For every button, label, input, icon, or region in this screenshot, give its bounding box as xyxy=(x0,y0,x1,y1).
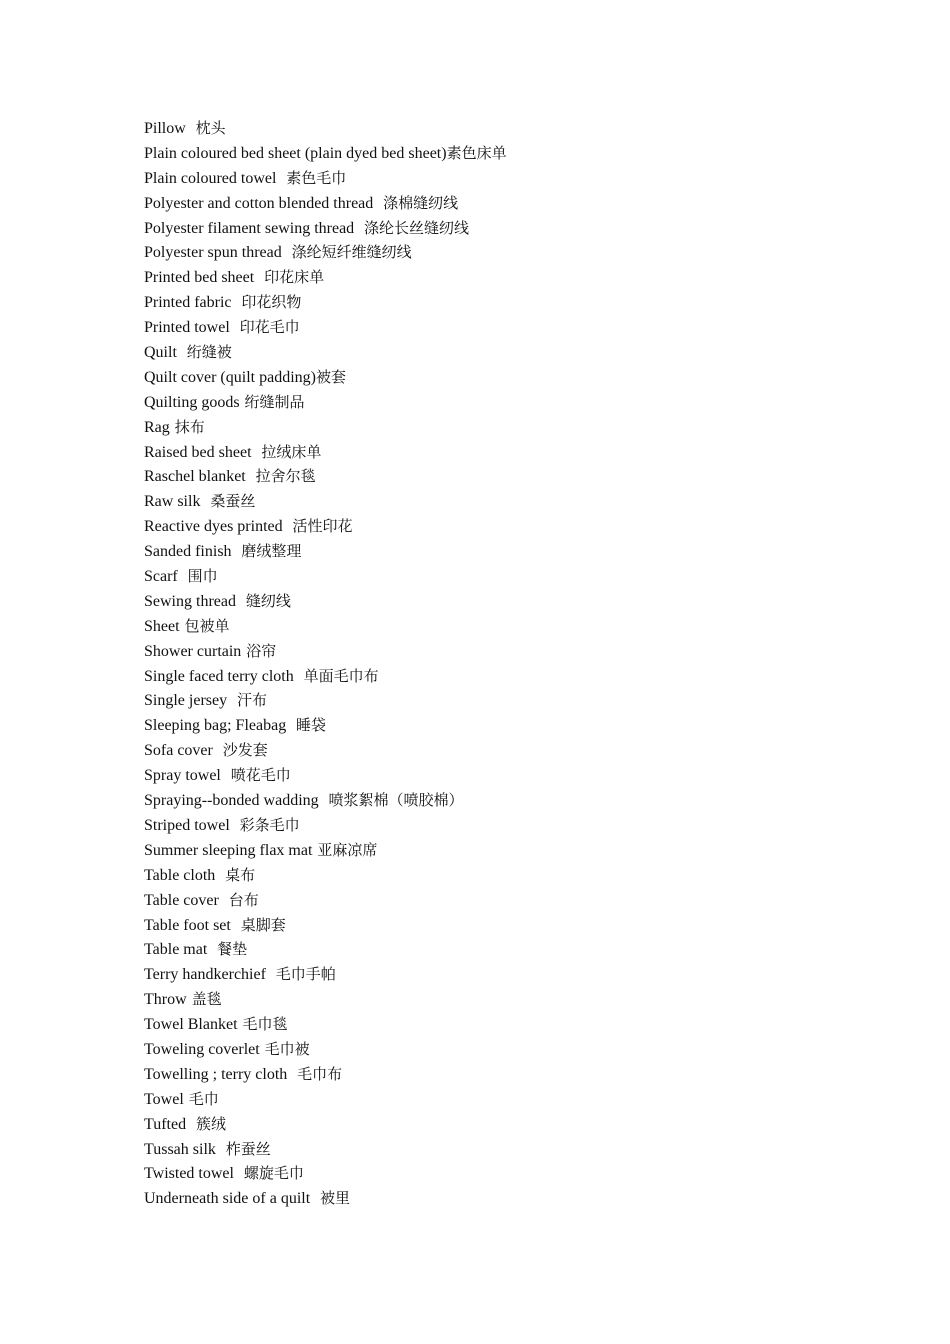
chinese-term: 涤棉缝纫线 xyxy=(383,193,459,212)
glossary-entry xyxy=(144,763,507,788)
english-term: Printed bed sheet xyxy=(144,269,255,287)
glossary-entry xyxy=(144,838,507,863)
english-term: Underneath side of a quilt xyxy=(144,1190,311,1208)
chinese-term: 桑蚕丝 xyxy=(210,492,256,511)
term-separator xyxy=(246,467,256,485)
chinese-term: 磨绒整理 xyxy=(241,542,302,561)
english-term: Polyester and cotton blended thread xyxy=(144,194,374,212)
chinese-term: 簇绒 xyxy=(195,1114,226,1133)
term-separator xyxy=(213,741,223,759)
term-separator xyxy=(254,268,264,286)
chinese-term: 涤纶短纤维缝纫线 xyxy=(291,243,412,262)
term-separator xyxy=(234,1164,244,1182)
chinese-term: 抹布 xyxy=(174,417,205,436)
chinese-term: 绗缝制品 xyxy=(244,392,305,411)
term-separator xyxy=(219,891,229,909)
chinese-term: 印花床单 xyxy=(264,268,325,287)
term-separator xyxy=(276,169,286,187)
chinese-term: 毛巾手帕 xyxy=(275,965,336,984)
chinese-term: 围巾 xyxy=(187,567,218,586)
chinese-term: 素色床单 xyxy=(446,143,507,162)
english-term: Single jersey xyxy=(144,692,228,710)
english-term: Raw silk xyxy=(144,493,201,511)
glossary-entry xyxy=(144,191,507,216)
term-separator xyxy=(236,592,246,610)
chinese-term: 睡袋 xyxy=(296,716,327,735)
term-separator xyxy=(230,318,240,336)
chinese-term: 包被单 xyxy=(184,616,230,635)
chinese-term: 柞蚕丝 xyxy=(225,1139,271,1158)
glossary-entry xyxy=(144,290,507,315)
english-term: Raschel blanket xyxy=(144,468,246,486)
term-separator xyxy=(310,1189,320,1207)
english-term: Printed towel xyxy=(144,319,230,337)
english-term: Sewing thread xyxy=(144,592,236,610)
glossary-entry xyxy=(144,1137,507,1162)
term-separator xyxy=(354,219,364,237)
chinese-term: 桌布 xyxy=(225,865,256,884)
chinese-term: 亚麻凉席 xyxy=(317,840,378,859)
glossary-entry xyxy=(144,688,507,713)
term-separator xyxy=(286,716,296,734)
english-term: Towelling ; terry cloth xyxy=(144,1065,288,1083)
glossary-entry xyxy=(144,1112,507,1137)
term-separator xyxy=(186,119,196,137)
term-separator xyxy=(200,492,210,510)
english-term: Towel xyxy=(144,1090,184,1108)
english-term: Sheet xyxy=(144,617,180,635)
chinese-term: 喷浆絮棉（喷胶棉） xyxy=(328,791,464,810)
term-separator xyxy=(231,916,241,934)
glossary-entry xyxy=(144,116,507,141)
term-separator xyxy=(216,1140,226,1158)
english-term: Summer sleeping flax mat xyxy=(144,841,313,859)
glossary-entry xyxy=(144,863,507,888)
glossary-entry xyxy=(144,1161,507,1186)
chinese-term: 餐垫 xyxy=(217,940,248,959)
glossary-entry xyxy=(144,216,507,241)
english-term: Quilt cover (quilt padding) xyxy=(144,368,316,386)
english-term: Raised bed sheet xyxy=(144,443,252,461)
term-separator xyxy=(282,243,292,261)
chinese-term: 桌脚套 xyxy=(240,915,286,934)
chinese-term: 喷花毛巾 xyxy=(230,766,291,785)
glossary-entry xyxy=(144,937,507,962)
glossary-entry xyxy=(144,913,507,938)
chinese-term: 台布 xyxy=(228,890,259,909)
english-term: Quilting goods xyxy=(144,393,240,411)
english-term: Single faced terry cloth xyxy=(144,667,294,685)
chinese-term: 素色毛巾 xyxy=(286,168,347,187)
glossary-entry xyxy=(144,713,507,738)
chinese-term: 单面毛巾布 xyxy=(303,666,379,685)
english-term: Reactive dyes printed xyxy=(144,518,283,536)
english-term: Plain coloured bed sheet (plain dyed bed sheet) xyxy=(144,144,447,162)
term-separator xyxy=(178,567,188,585)
glossary-entry xyxy=(144,1087,507,1112)
english-term: Table cover xyxy=(144,891,219,909)
chinese-term: 被套 xyxy=(315,367,346,386)
glossary-entry xyxy=(144,813,507,838)
glossary-entry xyxy=(144,390,507,415)
term-separator xyxy=(221,766,231,784)
glossary-entry xyxy=(144,1186,507,1211)
english-term: Table cloth xyxy=(144,866,216,884)
glossary-entry xyxy=(144,315,507,340)
chinese-term: 盖毯 xyxy=(191,990,222,1009)
chinese-term: 螺旋毛巾 xyxy=(243,1164,304,1183)
glossary-entry xyxy=(144,539,507,564)
glossary-entry xyxy=(144,962,507,987)
glossary-entry xyxy=(144,340,507,365)
chinese-term: 毛巾布 xyxy=(297,1064,343,1083)
chinese-term: 涤纶长丝缝纫线 xyxy=(364,218,470,237)
glossary-entry xyxy=(144,1062,507,1087)
glossary-entry xyxy=(144,489,507,514)
glossary-entry xyxy=(144,614,507,639)
english-term: Spray towel xyxy=(144,767,221,785)
glossary-entry xyxy=(144,166,507,191)
term-separator xyxy=(252,443,262,461)
english-term: Throw xyxy=(144,991,187,1009)
english-term: Shower curtain xyxy=(144,642,242,660)
glossary-entry xyxy=(144,664,507,689)
english-term: Sleeping bag; Fleabag xyxy=(144,717,287,735)
glossary-entry xyxy=(144,589,507,614)
english-term: Twisted towel xyxy=(144,1165,234,1183)
chinese-term: 拉舍尔毯 xyxy=(255,467,316,486)
chinese-term: 沙发套 xyxy=(222,741,268,760)
english-term: Table mat xyxy=(144,941,208,959)
term-separator xyxy=(177,343,187,361)
english-term: Printed fabric xyxy=(144,294,232,312)
chinese-term: 印花毛巾 xyxy=(239,318,300,337)
glossary-entry xyxy=(144,464,507,489)
chinese-term: 绗缝被 xyxy=(186,343,232,362)
chinese-term: 印花织物 xyxy=(241,293,302,312)
glossary-entry xyxy=(144,141,507,166)
glossary-entry xyxy=(144,738,507,763)
english-term: Rag xyxy=(144,418,170,436)
glossary-entry xyxy=(144,639,507,664)
glossary-entry xyxy=(144,240,507,265)
chinese-term: 汗布 xyxy=(236,691,267,710)
english-term: Plain coloured towel xyxy=(144,169,277,187)
english-term: Tussah silk xyxy=(144,1140,216,1158)
term-separator xyxy=(287,1065,297,1083)
term-separator xyxy=(232,542,242,560)
english-term: Toweling coverlet xyxy=(144,1040,260,1058)
term-separator xyxy=(230,816,240,834)
term-separator xyxy=(207,940,217,958)
term-separator xyxy=(373,194,383,212)
term-separator xyxy=(266,965,276,983)
term-separator xyxy=(294,667,304,685)
english-term: Pillow xyxy=(144,120,186,137)
glossary-entry xyxy=(144,888,507,913)
glossary-entry xyxy=(144,987,507,1012)
glossary-entry xyxy=(144,788,507,813)
term-separator xyxy=(232,293,242,311)
chinese-term: 缝纫线 xyxy=(245,591,291,610)
term-separator xyxy=(227,691,237,709)
english-term: Table foot set xyxy=(144,916,231,934)
english-term: Polyester spun thread xyxy=(144,244,282,262)
glossary-entry xyxy=(144,365,507,390)
glossary-entry xyxy=(144,564,507,589)
glossary-entry xyxy=(144,265,507,290)
english-term: Scarf xyxy=(144,568,178,586)
english-term: Quilt xyxy=(144,344,177,362)
english-term: Terry handkerchief xyxy=(144,966,266,984)
term-separator xyxy=(215,866,225,884)
glossary-entry xyxy=(144,1037,507,1062)
term-separator xyxy=(319,791,329,809)
english-term: Towel Blanket xyxy=(144,1016,238,1034)
glossary-list xyxy=(144,116,507,1211)
glossary-entry xyxy=(144,1012,507,1037)
term-separator xyxy=(283,517,293,535)
chinese-term: 毛巾毯 xyxy=(242,1015,288,1034)
english-term: Tufted xyxy=(144,1115,187,1133)
glossary-entry xyxy=(144,440,507,465)
english-term: Sanded finish xyxy=(144,543,232,561)
chinese-term: 拉绒床单 xyxy=(261,442,322,461)
chinese-term: 浴帘 xyxy=(246,641,277,660)
chinese-term: 毛巾被 xyxy=(264,1039,310,1058)
english-term: Sofa cover xyxy=(144,742,213,760)
chinese-term: 活性印花 xyxy=(292,517,353,536)
chinese-term: 枕头 xyxy=(195,119,226,137)
chinese-term: 毛巾 xyxy=(188,1089,219,1108)
glossary-entry xyxy=(144,415,507,440)
glossary-entry xyxy=(144,514,507,539)
english-term: Polyester filament sewing thread xyxy=(144,219,355,237)
term-separator xyxy=(186,1115,196,1133)
english-term: Striped towel xyxy=(144,816,230,834)
chinese-term: 彩条毛巾 xyxy=(239,815,300,834)
english-term: Spraying--bonded wadding xyxy=(144,792,319,810)
chinese-term: 被里 xyxy=(320,1189,351,1208)
